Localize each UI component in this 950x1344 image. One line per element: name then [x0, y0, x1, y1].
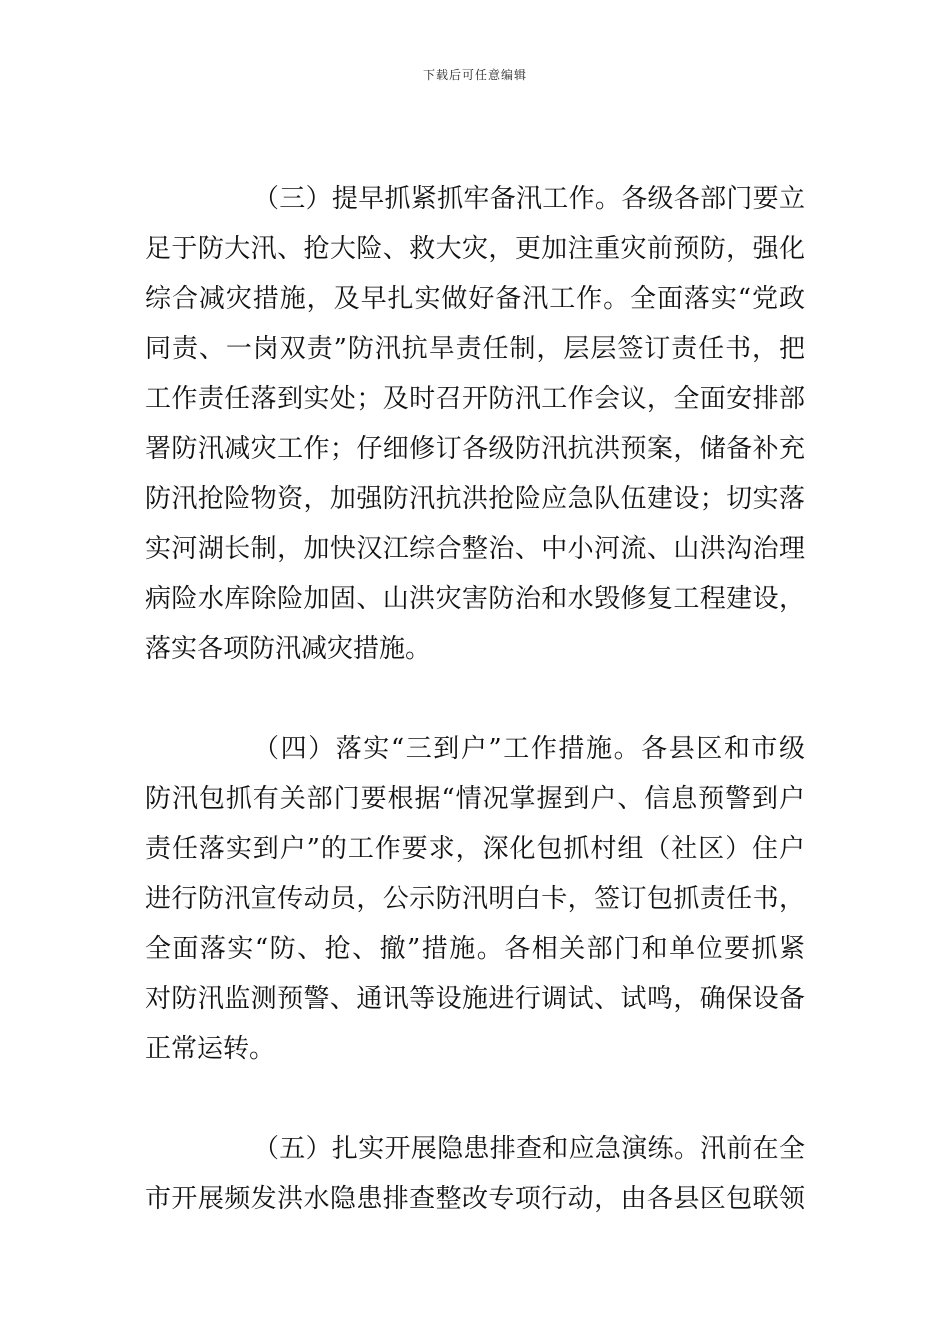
text-line: 防汛抢险物资，加强防汛抗洪抢险应急队伍建设；切实落 — [145, 484, 805, 514]
header-note: 下载后可任意编辑 — [422, 68, 527, 82]
text-line: 防汛包抓有关部门要根据“情况掌握到户、信息预警到户 — [145, 784, 805, 814]
paragraph-4 — [145, 724, 805, 1074]
paragraph-5 — [145, 1124, 805, 1224]
text-line: 责任落实到户”的工作要求，深化包抓村组（社区）住户 — [145, 834, 805, 864]
text-line: 工作责任落到实处；及时召开防汛工作会议，全面安排部 — [145, 384, 805, 414]
paragraph-gap — [145, 674, 805, 724]
text-line: 同责、一岗双责”防汛抗旱责任制，层层签订责任书，把 — [145, 334, 805, 364]
text-line: 市开展频发洪水隐患排查整改专项行动，由各县区包联领 — [145, 1184, 805, 1214]
text-line: 实河湖长制，加快汉江综合整治、中小河流、山洪沟治理 — [145, 534, 805, 564]
text-line: 足于防大汛、抢大险、救大灾，更加注重灾前预防，强化 — [145, 234, 805, 264]
text-line: 进行防汛宣传动员，公示防汛明白卡，签订包抓责任书， — [145, 884, 805, 914]
text-line: （五）扎实开展隐患排查和应急演练。汛前在全 — [253, 1134, 805, 1164]
text-line: 落实各项防汛减灾措施。 — [145, 634, 432, 664]
text-line: 对防汛监测预警、通讯等设施进行调试、试鸣，确保设备 — [145, 984, 805, 1014]
text-line: 综合减灾措施，及早扎实做好备汛工作。全面落实“党政 — [145, 284, 805, 314]
text-line: 署防汛减灾工作；仔细修订各级防汛抗洪预案，储备补充 — [145, 434, 805, 464]
text-line: （三）提早抓紧抓牢备汛工作。各级各部门要立 — [253, 184, 805, 214]
text-line: 病险水库除险加固、山洪灾害防治和水毁修复工程建设， — [145, 584, 805, 614]
paragraph-gap — [145, 1074, 805, 1124]
text-line: （四）落实“三到户”工作措施。各县区和市级 — [253, 734, 805, 764]
document-body — [145, 174, 805, 1224]
text-line: 全面落实“防、抢、撤”措施。各相关部门和单位要抓紧 — [145, 934, 805, 964]
text-line: 正常运转。 — [145, 1034, 276, 1064]
paragraph-3 — [145, 174, 805, 674]
